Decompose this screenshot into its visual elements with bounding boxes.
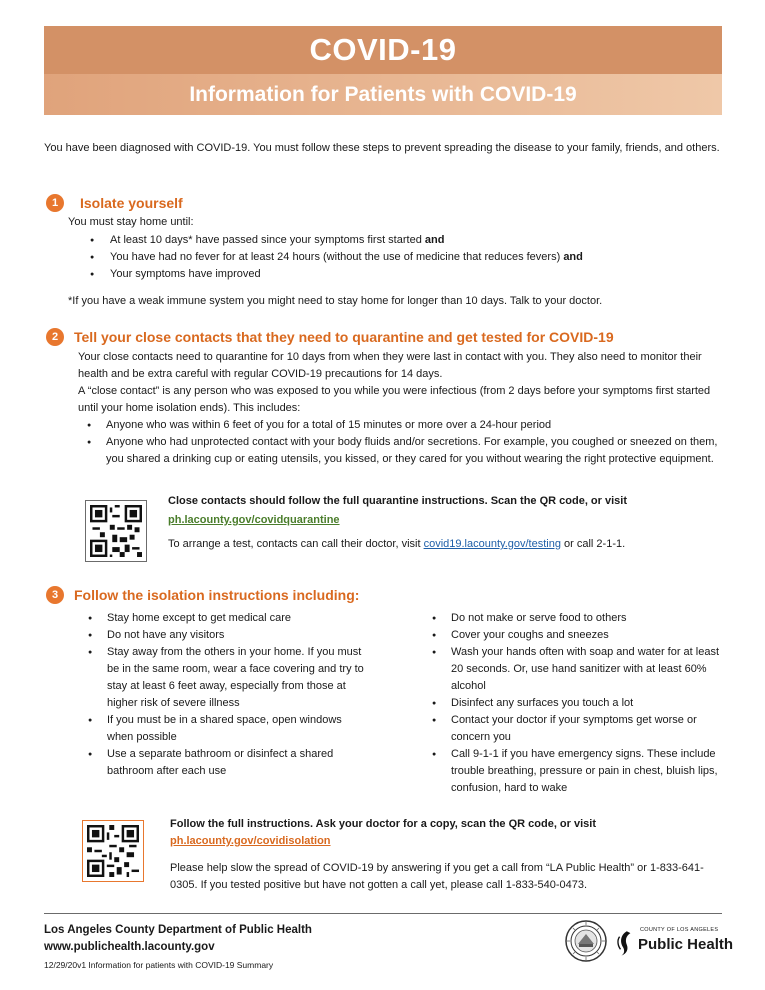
section-2-heading	[46, 328, 614, 346]
title-band	[44, 26, 722, 74]
county-seal-icon	[565, 920, 607, 962]
isolation-qr-code[interactable]	[82, 820, 144, 882]
section-3-left-list	[85, 610, 365, 780]
logo-big-text: Public Health	[638, 936, 734, 953]
section-1-list	[76, 232, 716, 283]
page-subtitle: Information for Patients with COVID-19	[189, 82, 577, 106]
section-2-title: Tell your close contacts that they need to quarantine and get tested for COVID-19	[74, 329, 614, 345]
list-item: ● Call 9-1-1 if you have emergency signs. These include trouble breathing, pressure or pain in chest, bluish lips, confusion, hard to wake	[429, 746, 724, 797]
section-1-note: *If you have a weak immune system you might need to stay home for longer than 10 days. Talk to your doctor.	[68, 295, 603, 307]
section-2-paragraph-1: Your close contacts need to quarantine for 10 days from when they were last in contact with you. They also need to monitor their health and be extra careful with regular COVID-19 precautions for 14 days.	[78, 351, 702, 380]
qr-icon	[87, 825, 139, 877]
help-text: Please help slow the spread of COVID-19 by answering if you get a call from “LA Public Health” or 1-833-641-0305. If you tested positive but have not gotten a call yet, please call 1-833-540-0473.	[170, 862, 704, 891]
list-item: ● Anyone who had unprotected contact with your body fluids and/or secretions. For example, you coughed or sneezed on them, you shared a drinking cup or eating utensils, you kissed, or they cared for you without wearing the right protective equipment.	[84, 434, 724, 468]
section-1-lead: You must stay home until:	[68, 216, 194, 228]
list-item: ● Stay away from the others in your home. If you must be in the same room, wear a face covering and try to stay at least 6 feet away, especially from those at higher risk of severe illness	[85, 644, 365, 712]
quarantine-qr-heading: Close contacts should follow the full quarantine instructions. Scan the QR code, or visit	[168, 495, 628, 507]
list-item: ● Do not make or serve food to others	[429, 610, 724, 627]
page-title: COVID-19	[309, 32, 457, 67]
list-item: ● At least 10 days* have passed since your symptoms first started and	[76, 232, 716, 249]
isolation-link[interactable]: ph.lacounty.gov/covidisolation	[170, 835, 331, 847]
list-item: ● Stay home except to get medical care	[85, 610, 365, 627]
section-3-number-badge: 3	[46, 586, 64, 604]
public-health-logo	[616, 926, 734, 962]
subtitle-band	[44, 74, 722, 115]
footer-url[interactable]: www.publichealth.lacounty.gov	[44, 941, 215, 953]
isolation-qr-heading: Follow the full instructions. Ask your doctor for a copy, scan the QR code, or visit	[170, 818, 597, 830]
section-2-number-badge: 2	[46, 328, 64, 346]
intro-text: You have been diagnosed with COVID-19. You must follow these steps to prevent spreading the disease to your family, friends, and others.	[44, 142, 720, 154]
list-item: ● Disinfect any surfaces you touch a lot	[429, 695, 724, 712]
section-1-title: Isolate yourself	[80, 195, 183, 211]
section-2-list	[84, 417, 724, 468]
list-item: ● Contact your doctor if your symptoms get worse or concern you	[429, 712, 724, 746]
section-2-paragraph-2: A “close contact” is any person who was exposed to you while you were infectious (from 2 days before your symptoms first started until your home isolation ends). This includes:	[78, 385, 711, 414]
list-item: ● Do not have any visitors	[85, 627, 365, 644]
list-item: ● If you must be in a shared space, open windows when possible	[85, 712, 365, 746]
list-item: ● Use a separate bathroom or disinfect a shared bathroom after each use	[85, 746, 365, 780]
qr-icon	[90, 505, 142, 557]
public-health-emblem-icon	[616, 928, 634, 958]
section-1-number-badge: 1	[46, 194, 64, 212]
logo-small-text: COUNTY OF LOS ANGELES	[640, 927, 719, 933]
header-banner	[44, 26, 722, 115]
section-3-title: Follow the isolation instructions including:	[74, 587, 360, 603]
list-item: ● Cover your coughs and sneezes	[429, 627, 724, 644]
quarantine-qr-code[interactable]	[85, 500, 147, 562]
section-3-heading	[46, 586, 359, 604]
quarantine-link[interactable]: ph.lacounty.gov/covidquarantine	[168, 514, 340, 526]
footer-divider	[44, 913, 722, 914]
testing-text: To arrange a test, contacts can call their doctor, visit covid19.lacounty.gov/testing or call 2-1-1.	[168, 538, 626, 550]
section-1-heading	[46, 194, 183, 212]
list-item: ● Anyone who was within 6 feet of you for a total of 15 minutes or more over a 24-hour period	[84, 417, 724, 434]
list-item: ● You have had no fever for at least 24 hours (without the use of medicine that reduces fevers) and	[76, 249, 716, 266]
section-3-right-list	[429, 610, 724, 797]
testing-link[interactable]: covid19.lacounty.gov/testing	[423, 538, 561, 550]
list-item: ● Wash your hands often with soap and water for at least 20 seconds. Or, use hand sanitizer with at least 60% alcohol	[429, 644, 724, 695]
footer-version: 12/29/20v1 Information for patients with COVID-19 Summary	[44, 960, 274, 970]
footer-org: Los Angeles County Department of Public Health	[44, 924, 312, 936]
list-item: ● Your symptoms have improved	[76, 266, 716, 283]
